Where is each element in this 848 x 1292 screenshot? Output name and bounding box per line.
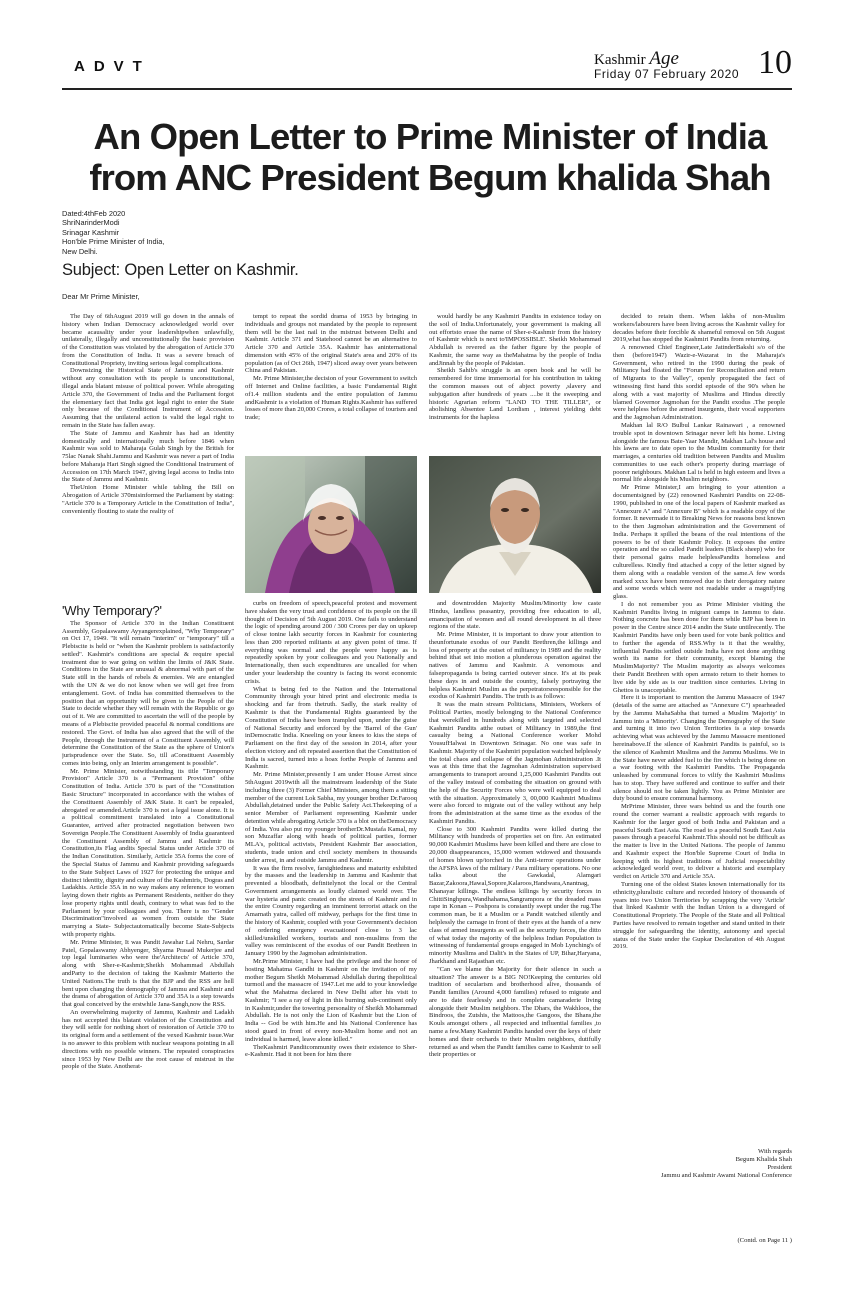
paragraph: Sheikh Sahib's struggle is an open book and he will be remembered for time immemorial for his contribution in taking the common masses out of abject poverty ,slavery and subjugation after hundreds of years ....be it the sweeping and historic Agrarian reform "LAND TO THE TILLER", or abolishing Absentee Land Lordism , interest yielding debt instruments for the hapless bbox=[429, 367, 601, 422]
paragraph: A renowned Chief Engineer,Late JatinderBakshi s/o of the then (before1947) Wazir-e-Wazarat in the Maharaja's Government, who retired in the 1990 during the peak of Militancy had floated the "Forum for Reconciliation and return of Migrants to the Valley", openly propagated the fact of witnessing first hand this sordid episode of the 90's when he along with a vast majority of Muslims and Hindus directly blamed Governor Jagmohan for the Pandit exodus .The people were helpless before the armed insurgents, their vocal supporters and the Jagmohan Administration. bbox=[613, 344, 785, 422]
column-3-bottom bbox=[429, 600, 601, 1248]
salutation: Dear Mr Prime Minister, bbox=[62, 292, 140, 301]
paper-name-1: Kashmir bbox=[594, 52, 646, 68]
paragraph: Turning one of the oldest States known internationally for its ethnicity,pluralistic culture and recorded history of thousands of years into two Union Territories by scrapping the very 'Article' that linked Kashmir with the Indian Union is a disregard of Constitutional Propriety. The People of the State and all Political Parties have resolved to remain together and stand united in their struggle for safeguarding the identity, autonomy and special status of the State under the Gupkar Declaration of 4th August 2019. bbox=[613, 881, 785, 951]
paragraph: Mr.Prime Minister, I have had the privilege and the honor of hosting Mahatma Gandhi in Kashmir on the invitation of my mother Begum Sheikh Mohammad Abdullah during thepolitical turmoil and the massacre of 1947.Let me add to your knowledge what the Mahatma declared in New Delhi after his visit to Kashmir; "I see a ray of light in this burning sub-continent only in Kashmir,under the towering personality of Sheikh Mohammad Abdullah. He is not only the Lion of Kashmir but the Lion of India -- God be with him.He and his National Conference has stood guard in front of every non-Muslim home and not an individual is harmed, leave alone killed." bbox=[245, 957, 417, 1043]
paragraph: What is being fed to the Nation and the International Community through your hired print and electronic media is shocking and far from thetruth. Sadly, the stark reality of Kashmir is that the Fundamental Rights guaranteed by the Constitution of India have been trampled upon, under the guise of National Security and enforced by the 'Barrel of the Gun' inDemocratic India. Kneeling on your knees to kiss the steps of Parliament on the first day of the session in 2014, after your election victory and oft repeated assertion that the Constitution of India is sacred, turned into a hoax forthe People of Jammu and Kashmir. bbox=[245, 685, 417, 771]
portrait-man-photo bbox=[429, 456, 601, 593]
paragraph: An overwhelming majority of Jammu, Kashmir and Ladakh has not accepted this blatant violation of the Constitution and they will settle for nothing short of restoration of Article 370 to its original form and a settlement of the vexed Kashmir issue.War is no answer to this problem with nuclear weapons pointing in all directions with no possible winners. The repeated conspiracies since 1953 by New Delhi are the root cause of mistrust in the people of the State. Anotherat- bbox=[62, 1008, 234, 1071]
paragraph: "Can we blame the Majority for their silence in such a situation? The answer is a BIG NO!Keeping the centuries old tradition of secularism and brotherhood alive, thousands of Pandit families (Around 4,000 families) refused to migrate and are to date fearlessly and in complete camaraderie living alongside their Muslim neighbors. The Dhars, the Wakhloos, the Bindroos, the Zutshis, the Mattoos,the Gangoos, the Bhans,the Kouls amongst others , all respected and influential families ,to name a few.Many Kashmiri Pandits handed over the keys of their homes and their orchards to their Muslim neighbors, dutifully returned as and when the Pandit families came to Kashmir to sell their properties or bbox=[429, 965, 601, 1059]
paper-name-2: Age bbox=[649, 48, 679, 69]
paragraph: Mr. Prime Minister,presently I am under House Arrest since 5thAugust 2019with all the mainstream leadership of the State including three (3) Former Chief Ministers, among them a sitting member of the current Lok Sabha, my younger brother Dr.Farooq Abdullah,detained under the Public Safety Act.Thekeeping of a senior Member of Parliament representing Kashmir under detention while abrogating Article 370 is a blot on theDemocracy of India. You also put my younger brotherDr.Mustafa Kamal, my son Muzaffar along with heads of political parties, former MLA's, political activists, President Kashmir Bar association, students, trade union and civil society members in thousands under arrest, in and outside Jammu and Kashmir. bbox=[245, 771, 417, 864]
continued-note: (Contd. on Page 11 ) bbox=[737, 1237, 792, 1244]
column-3-top bbox=[429, 313, 601, 451]
portrait-woman-photo bbox=[245, 456, 417, 593]
column-2-top bbox=[245, 313, 417, 451]
headline-line-2: from ANC President Begum khalida Shah bbox=[89, 157, 771, 198]
paragraph: Downsizing the Historical State of Jammu and Kashmir without any consultation with its people is unconstitutional, illegal anda blatant misuse of political power. While abrogating Article 370, the Government of India and the Parliament forgot the elementary fact that India got legal right to enter the State only because of the Conditional Instrument of Accession. Assuming that the unilateral action is valid the legal right to remain in the State has fallen away. bbox=[62, 367, 234, 429]
paragraph: Mr. Prime Minister,the decision of your Government to switch off Internet and Online facilities, a basic Fundamental Right of1.4 million students and the entire population of Jammu andKashmir is a violation of Human Rights.Kashmir has suffered losses of more than 20,000 Crores, a total collapse of tourism and trade; bbox=[245, 375, 417, 422]
paragraph: It was the main stream Politicians, Ministers, Workers of Political Parties, mostly belonging to the National Conference that werekilled in hundreds along with targeted and selected Kashmiri Pandits atthe outset of Militancy in 1989,the first casualty being a National Conference worker Mohd YousufHalwai in Downtown Srinagar. No one was safe in Kashmir. Majority of the Kashmiri population watched helplessly the total chaos and collapse of the Jagmohan Administration .It was at this time that the Jagmohan Administration supervised arrangements to transport around 1,25,000 Kashmiri Pandits out of the valley instead of combating the situation on ground with the help of the Security Forces who were well equipped to deal with the situation. Approximately 3, 00,000 Kashmiri Muslims were also forced to migrate out of the valley without any help from the administration at the same time as the exodus of the Kashmiri Pandits. bbox=[429, 701, 601, 825]
headline bbox=[80, 116, 780, 198]
address-line: Hon'ble Prime Minister of India, bbox=[62, 237, 165, 247]
paragraph: Mr. Prime Minister, it is important to draw your attention to theunfortunate exodus of our Pandit Brethren,the killings and loss of property at the outset of militancy in 1989 and the reality behind ithat set into motion a plunderous operation against the natives of Jammu and Kashmir. A venomous and falsepropaganda is being carried outever since. It's at its peak these days in and outside the country, falsely portraying the helpless Kashmiri Muslim as the perpetratorsresponsible for the exodus of Kashmiri Pandits. The truth is as follows: bbox=[429, 631, 601, 701]
paragraph: I do not remember you as Prime Minister visiting the Kashmiri Pandits living in migrant camps in Jammu to date. Nothing concrete has been done for them while BJP has been in power in the Centre since 2014 andin the State untilrecently. The Kashmiri Pandits have only been used for vote bank politics and to further the agenda of RSS.Why is it that the wealthy, influential Pandits settled outside India have not done anything worth its name for their community, except blaming the MuslimMajority? The Muslim majority as always welcomes their Pandit Brethren with open armsto return to their homes to live side by side as is our tradition since centuries. Living in Ghettos is unacceptable. bbox=[613, 600, 785, 694]
paragraph: TheKashmiri Panditcommunity owes their existence to Sher-e-Kashmir. Had it not been for him there bbox=[245, 1043, 417, 1059]
signature-line: With regards bbox=[758, 1148, 792, 1155]
paper-block bbox=[594, 48, 750, 84]
section-heading: 'Why Temporary?' bbox=[62, 603, 162, 618]
address-block bbox=[62, 209, 164, 256]
column-2-bottom bbox=[245, 600, 417, 1248]
masthead bbox=[0, 0, 848, 96]
address-line: New Delhi. bbox=[62, 246, 98, 256]
paragraph: Here it is important to mention the Jammu Massacre of 1947 (details of the same are attached as "Annexure C") spearheaded by the Jammu MahaSabha that turned a Muslim 'Majority' in Jammu into a 'Minority'. Changing the Demography of the State and turning it into two Union Territories is a step towards achieving what was achieved by the Jammu Massacre mentioned hereinabove.If the silence of Kashmiri Pandits is painful, so is the silence of Kashmiri Muslims and the Jammu Muslims. We in the State have never added fuel to the fire which is being done on a war footing with the Kashmiri Pandits. The Propaganda unleashed by communal forces to vilify the Kashmiri Muslims has to stop. They have suffered and continue to suffer and their silence should not be taken lightly. You as Prime Minister are duty bound to ensure communal harmony. bbox=[613, 694, 785, 803]
paragraph: The Sponsor of Article 370 in the Indian Constituent Assembly, Gopalaswamy Ayyangerexplained, "Why Temporary" on Oct 17, 1949. "It will remain "interim" or "temporary" till a Plebiscite is held or "when the Kashmir problem is satisfactorily settled". Kashmir's conditions are special & require special treatment due to war going on within the limits of J&K State. Conditions in the State are unusual & abnormal with part of the State still in the hands of rebels & enemies. We are entangled with the UN & we do not know when we will get free from entanglement. Govt. of India has committed themselves to the position that an opportunity will be given to the People of the State to decide whether they will remain with the Republic or go out of it. We are committed to ascertain the will of the people by means of a Plebiscite provided peaceful & normal conditions are restored. The Govt. of India has also agreed that the will of the People, through the Instrument of a Constituent Assembly, will determine the Constitution of the State as the sphere of Union's jurisprudence over the State. So, till aConstituent Assembly comes into being, only an Interim arrangement is possible". bbox=[62, 619, 234, 767]
signature-line: Begum Khalida Shah bbox=[735, 1156, 792, 1163]
address-line: ShriNarinderModi bbox=[62, 218, 120, 228]
signature-line: President bbox=[767, 1164, 792, 1171]
column-4 bbox=[613, 313, 785, 1139]
paragraph: It was the firm resolve, farsightedness and maturity exhibited by the masses and the leadership in Jammu and Kashmir that prevented a bloodbath, definitelynot the local or the Central Government arrangements as loudly claimed world over. The war hysteria and panic created on the streets of Kashmir and in the entire Country regarding an imminent terrorist attack on the Amarnath yatra, called off midway, perhaps for the first time in the history of Kashmir, coupled with your Government's decision of ordering emergency evacuationof close to 3 lac skilled/unskilled workers, tourists and non-muslims from the valley was reminiscent of the exodus of our Pandit Brethren in January 1990 by the Jagmohan administration. bbox=[245, 864, 417, 958]
paragraph: TheUnion Home Minister while tabling the Bill on Abrogation of Article 370misinformed the Parliament by stating: "Article 370 is a Temporary Article in the Constitution of India", conveniently flouting to state the reality of bbox=[62, 484, 234, 515]
paragraph: Mr. Prime Minister, It was Pandit Jawahar Lal Nehru, Sardar Patel, Gopalaswamy Abhyenger, Shyama Prasad Mukerjee and top legal luminaries who were the'Architects' of Article 370, along with Sher-e-Kashmir,Sheikh Mohammad Abdullah andParty to the decision of taking the Kashmir Matterto the United Nations.The truth is that the BJP and the RSS are hell bent upon changing the demography of Jammu and Kashmir and the drama of abrogation of Article 370 and 35A is a step towards that goal conceived by the erstwhile Jana-Sangh,now the RSS. bbox=[62, 938, 234, 1009]
address-line: Dated:4thFeb 2020 bbox=[62, 209, 126, 218]
column-1 bbox=[62, 313, 234, 1245]
paragraph: Close to 300 Kashmiri Pandits were killed during the Militancy with hundreds of properties set on fire. An estimated 90,000 Kashmiri Muslims have been killed and there are close to 20,000 disappearances, 15,000 women widowed and thousands of homes blown up/torched in the Anti-terror operations under the AFSPA laws of the military / Para military operations. No one talks about the Gawkadal, Alamgari Bazar,Zakoora,Hawal,Sopore,Kalaroos,Handwara,Anantnag, Khanayar killings. The endless killings by security forces in ChittiSinghpura,Wandhahama,Sangrampora or the dreaded mass rape in Konan -- Poshpora is constantly swept under the rug.The common man, be it a Muslim or a Pandit watched silently and helplessly the carnage in front of their eyes at the hands of a new class of armed insurgents as well as the security forces, the ditto of what today the majority of the helpless Indian Population is witnessing of fundamental groups engaged in Mob Lynching's of minority Muslims and Dalit's in the States of UP, Bihar,Haryana, Jharkhand and Rajasthan etc. bbox=[429, 825, 601, 965]
subject-line: Subject: Open Letter on Kashmir. bbox=[62, 261, 299, 279]
paragraph: and downtrodden Majority Muslim/Minority low caste Hindus, landless peasantry, providing free education to all, emancipation of women and all round development in all three regions of the state. bbox=[429, 600, 601, 631]
section-label: ADVT bbox=[74, 58, 151, 75]
paragraph: curbs on freedom of speech,peaceful protest and movement have shaken the very trust and confidence of its people on the ill thought of Decision of 5th August 2019. One fails to understand the logic of spending around 200 / 300 Crores per day on upkeep of close tonine lakh security forces in Kashmir for countering less than 200 reported militants at any given point of time. If everything was normal and the people were happy as is repeatedly spoken by your colleagues and you Nationally and Internationally, then such expenditures are uncalled for when under your leadership the country is facing its worst economic crisis. bbox=[245, 600, 417, 685]
paragraph: MrPrime Minister, three wars behind us and the fourth one round the corner warrant a realistic approach with regards to Kashmir for the larger good of both India and Pakistan and a peaceful South East Asia. The road to a peaceful South East Asia passes through a peaceful Kashmir.This should not be difficult as the matter is live in the United Nations. The people of Jammu and Kashmir expect the Hon'ble Supreme Court of India in keeping with its highest traditions of Judicial respectability acknowledged world over, to deliver a historic and exemplary verdict on Article 370 and Article 35A. bbox=[613, 803, 785, 881]
page-number: 10 bbox=[758, 44, 792, 81]
paragraph: tempt to repeat the sordid drama of 1953 by bringing in individuals and groups not mandated by the people to represent them will be the last nail in the mistrust between Delhi and Kashmir. Article 371 and Statehood cannot be an alternative to Article 370 and Article 35A. Kashmir has aninternational dimension with 45% of the original State's area and 20% of its population (as of Oct 26th, 1947) sliced away over years between China and Pakistan. bbox=[245, 313, 417, 375]
paragraph: Makhan lal R/O Bulbul Lankar Rainawari , a renowned trouble spot in downtown Srinagar never left his home. Living alongside the famous Bate-Yaar Mandir, Makhan Lal's house and his lawns are to date open to the Muslim community for their marriages, a centuries old tradition between Pandits and Muslim communities to use each other's property during marriage of poorer neighbours. Makhan Lal is held in high esteem and lives a normal life alongside his Muslim neighbors. bbox=[613, 421, 785, 484]
column-1-top bbox=[62, 313, 234, 601]
portrait-woman-image bbox=[245, 456, 417, 593]
signature-block bbox=[613, 1148, 792, 1180]
headline-line-1: An Open Letter to Prime Minister of India bbox=[93, 116, 767, 157]
paragraph: would hardly be any Kashmiri Pandits in existence today on the soil of India.Unfortunately, your government is making all out effortsto erase the name of Sher-e-Kashmir from the history of Kashmir which is next to'IMPOSSIBLE'. Sheikh Mohammad Abdullah is revered as the father figure by the people of Kashmir, the same way as theMahatma by the people of India andJinnah by the people of Pakistan. bbox=[429, 313, 601, 367]
paragraph: Mr Prime Minister,I am bringing to your attention a documentsigned by (22) renowned Kashmiri Pandits on 22-08-1990, published in one of the local papers of Kashmir marked as "Annexure A" and "Annexure B" which is a readable copy of the former. It nevermade it to Breaking News for reasons best known to the then Jagmohan administration and the Government of India. Perhaps it spilled the beans of the real intentions of the powers to be of their Kashmir Policy. It exposes the entire operation and the so called Pandit leaders (Black sheep) who for their personal gains made helplessPandits homeless and culturelless. Kindly find attached a copy of the letter signed by them along with a readable version of the same.A few words marked xxxx have been removed due to their derogatory nature and some words which were not readable under a magnifying glass. bbox=[613, 484, 785, 601]
issue-date: Friday 07 February 2020 bbox=[594, 67, 740, 81]
paragraph: The State of Jammu and Kashmir has had an identity domestically and internationally much before 1846 when Kashmir was sold to Maharaja Gulab Singh by the British for 75lac Nanak Shahi.Jammu and Kashmir was never a part of India before Maharaja Hari Singh signed the Conditional Instrument of Accession on 17th March 1947, giving legal access to India into the State of Jammu and Kashmir. bbox=[62, 429, 234, 484]
paragraph: The Day of 6thAugust 2019 will go down in the annals of history when Indian Democracy acknowledged world over became acausality under your leadershipwhen unlawfully, unilaterally, illegally and unconstitutionally the basic provision of the Constitution was violated by the abrogation of Article 370 from the Constitution of India. It was a severe breach of Constitutional Propriety, inviting serious legal complications. bbox=[62, 313, 234, 367]
top-rule bbox=[62, 88, 792, 90]
address-line: Srinagar Kashmir bbox=[62, 227, 120, 237]
signature-line: Jammu and Kashmir Awami National Conference bbox=[660, 1172, 792, 1179]
paragraph: Mr. Prime Minister, notwithstanding its title "Temporary Provision" Article 370 is a "Permanent Provision" ofthe Constitution of India. Article 370 is part of the "Constitution Basic Structure" incorporated in accordance with the wishes of the Constituent Assembly of J&K State. It can't be repealed, abrogated or amended.Article 370 is not a legal issue alone. It is a political commitment translated into a Constitutional Guarantee, arrived after protracted negotiation between two Sovereign People.The Constituent Assembly of India guaranteed the Constituent Assembly of Jammu and Kashmir its Constitution,its Flag andits Special Status under Article 370 of the Indian Constitution. Similarly, Article 35A forms the core of the Special Status of Jammu and Kashmir providing safeguards to the State Subject Laws of 1927 for protecting the unique and distinct identity, dignity and culture of the Kashmiris, Dogras and Ladakhis. Article 35A in no way makes any reference to women laying down their rights as Permanent Residents, neither do they lose property rights until death, contrary to what was fed to the Parliament by your colleagues and you. There is no "Gender Discrimination"involved as women from outside the State marrying a State- Subjectautomatically become State-Subjects with property rights. bbox=[62, 767, 234, 939]
paragraph: decided to retain them. When lakhs of non-Muslim workers/labourers have been living across the Kashmir valley for decades before their forcible & shameful removal on 5th August 2019,what has stopped the Kashmiri Pandits from returning. bbox=[613, 313, 785, 344]
portrait-man-image bbox=[429, 456, 601, 593]
